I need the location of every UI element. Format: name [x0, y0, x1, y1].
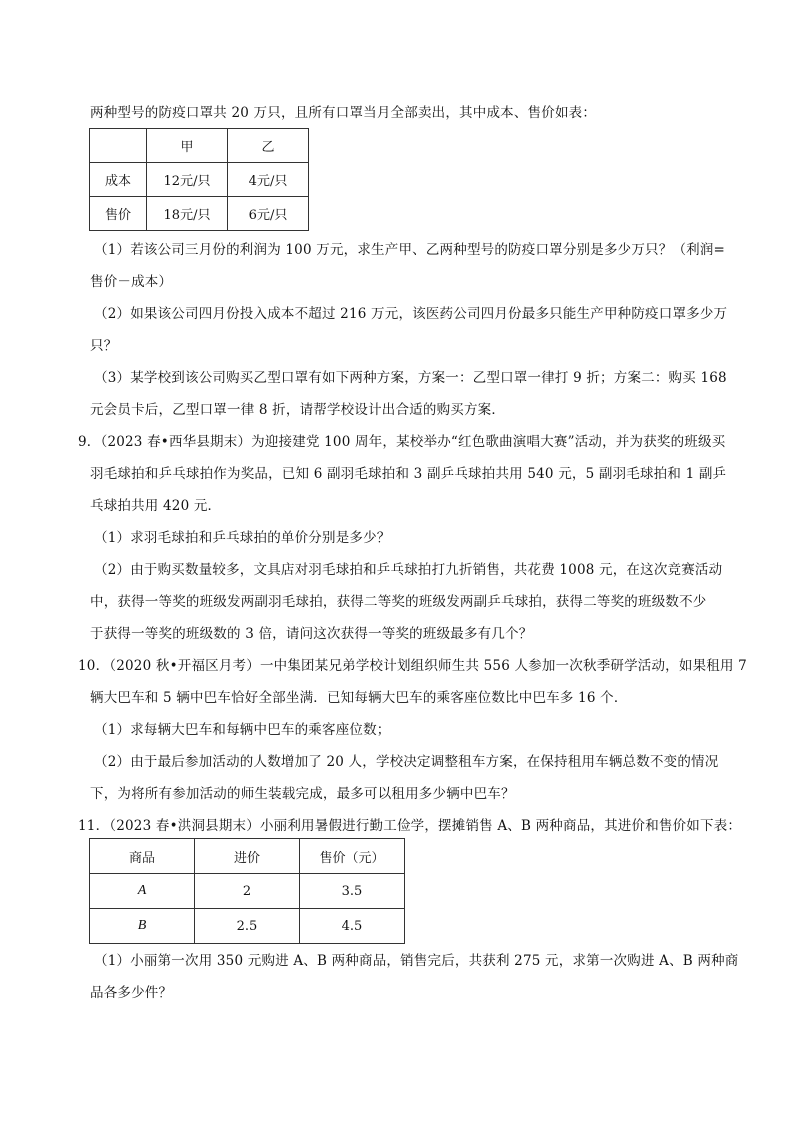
question-8-part-3: （3）某学校到该公司购买乙型口罩有如下两种方案，方案一：乙型口罩一律打 9 折；方案二：购买 168: [94, 370, 727, 386]
question-9-part-2-cont: 于获得一等奖的班级数的 3 倍，请问这次获得一等奖的班级最多有几个？: [90, 626, 533, 642]
table-row: [90, 909, 405, 944]
table-cell: 乙: [228, 129, 309, 163]
table-cell: 2.5: [195, 909, 300, 944]
question-10-part-2-cont: 下，为将所有参加活动的师生装载完成，最多可以租用多少辆中巴车？: [90, 786, 515, 802]
cost-price-table: [89, 128, 309, 231]
question-9-stem-cont: 乓球拍共用 420 元．: [90, 498, 222, 514]
table-row: [90, 163, 309, 197]
table-cell: 6元/只: [228, 197, 309, 231]
question-8-part-2-cont: 只？: [90, 338, 118, 354]
table-cell: A: [90, 874, 195, 909]
question-8-part-1: （1）若该公司三月份的利润为 100 万元，求生产甲、乙两种型号的防疫口罩分别是多少万只？（利润=: [94, 242, 726, 258]
table-header-row: [90, 129, 309, 163]
table-cell: 2: [195, 874, 300, 909]
table-cell: 进价: [195, 839, 300, 874]
table-cell: 18元/只: [147, 197, 228, 231]
question-10-stem-cont: 辆大巴车和 5 辆中巴车恰好全部坐满．已知每辆大巴车的乘客座位数比中巴车多 16 个．: [90, 690, 628, 706]
question-8-part-2: （2）如果该公司四月份投入成本不超过 216 万元，该医药公司四月份最多只能生产甲种防疫口罩多少万: [94, 306, 728, 322]
question-8-part-1-cont: 售价－成本）: [90, 274, 173, 290]
question-9-part-1: （1）求羽毛球拍和乒乓球拍的单价分别是多少？: [94, 530, 391, 546]
table-cell: 商品: [90, 839, 195, 874]
question-11-stem: 11．（2023 春•洪洞县期末）小丽利用暑假进行勤工俭学，摆摊销售 A、B 两种商品，其进价和售价如下表：: [78, 818, 742, 834]
question-9-stem-cont: 羽毛球拍和乒乓球拍作为奖品，已知 6 副羽毛球拍和 3 副乒乓球拍共用 540 元，5 副羽毛球拍和 1 副乒: [90, 466, 727, 482]
problem-text: 两种型号的防疫口罩共 20 万只，且所有口罩当月全部卖出，其中成本、售价如表：: [90, 105, 597, 121]
table-cell: 甲: [147, 129, 228, 163]
table-cell: 成本: [90, 163, 147, 197]
question-10-part-1: （1）求每辆大巴车和每辆中巴车的乘客座位数；: [94, 722, 391, 738]
table-cell: 3.5: [300, 874, 405, 909]
table-cell: 售价: [90, 197, 147, 231]
table-header-row: [90, 839, 405, 874]
table-cell: 4.5: [300, 909, 405, 944]
table-row: [90, 197, 309, 231]
question-10-stem: 10．（2020 秋•开福区月考）一中集团某兄弟学校计划组织师生共 556 人参加一次秋季研学活动，如果租用 7: [78, 658, 747, 674]
question-9-stem: 9．（2023 春•西华县期末）为迎接建党 100 周年，某校举办“红色歌曲演唱大赛”活动，并为获奖的班级买: [78, 434, 726, 450]
table-cell: 12元/只: [147, 163, 228, 197]
table-cell: B: [90, 909, 195, 944]
question-9-part-2: （2）由于购买数量较多，文具店对羽毛球拍和乒乓球拍打九折销售，共花费 1008 元，在这次竞赛活动: [94, 562, 723, 578]
question-8-part-3-cont: 元会员卡后，乙型口罩一律 8 折，请帮学校设计出合适的购买方案．: [90, 402, 506, 418]
table-cell: [90, 129, 147, 163]
table-cell: 售价（元）: [300, 839, 405, 874]
question-11-part-1-cont: 品各多少件？: [90, 985, 173, 1001]
question-10-part-2: （2）由于最后参加活动的人数增加了 20 人，学校决定调整租车方案，在保持租用车辆总数不变的情况: [94, 754, 719, 770]
table-row: [90, 874, 405, 909]
table-cell: 4元/只: [228, 163, 309, 197]
question-9-part-2-cont: 中，获得一等奖的班级发两副羽毛球拍，获得二等奖的班级发两副乒乓球拍，获得二等奖的班级数不少: [90, 594, 707, 610]
goods-price-table: [89, 838, 405, 944]
question-11-part-1: （1）小丽第一次用 350 元购进 A、B 两种商品，销售完后，共获利 275 元，求第一次购进 A、B 两种商: [94, 953, 739, 969]
